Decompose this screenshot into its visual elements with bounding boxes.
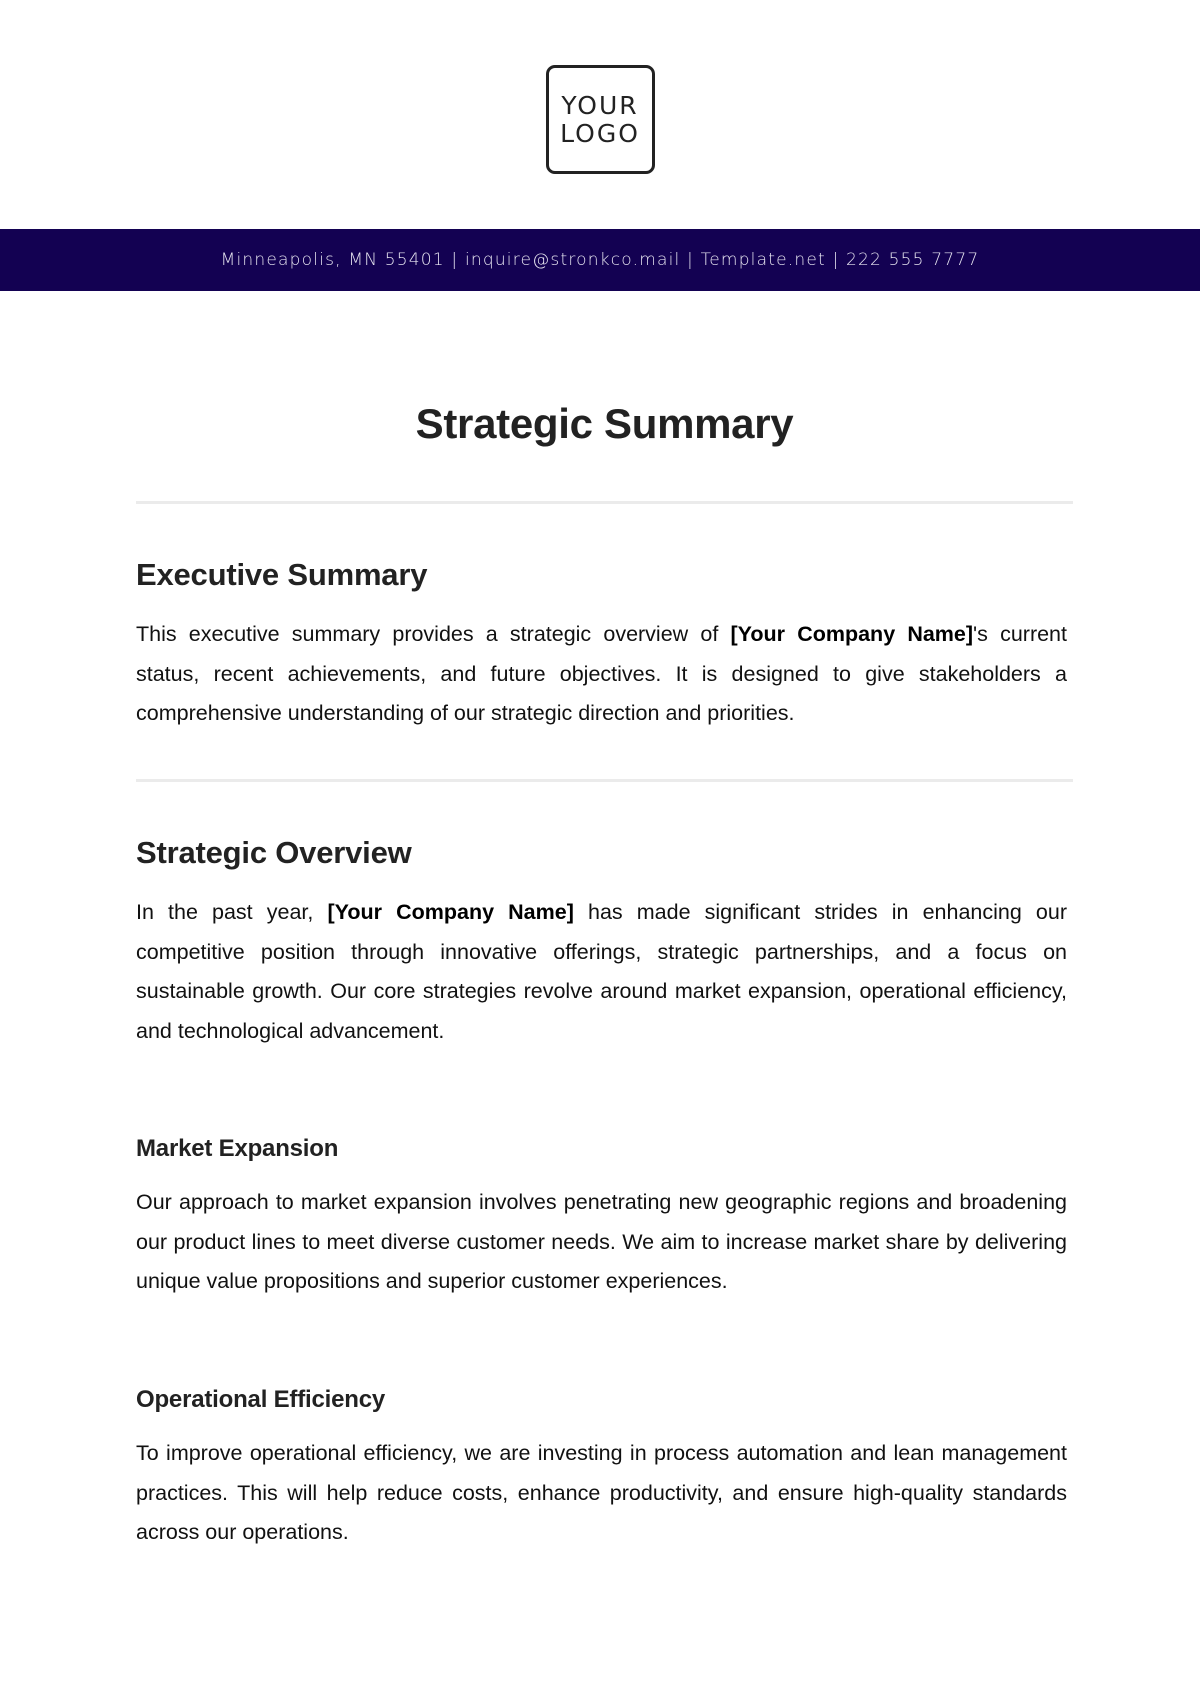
- divider: [136, 779, 1073, 782]
- logo-line-1: YOUR: [561, 90, 639, 120]
- executive-summary-paragraph: [136, 615, 1067, 734]
- company-name-placeholder: [Your Company Name]: [327, 900, 574, 924]
- text: In the past year,: [136, 900, 328, 924]
- contact-info: Minneapolis, MN 55401 | inquire@stronkco.mail | Template.net | 222 555 7777: [220, 250, 980, 270]
- logo-container: [0, 65, 1200, 174]
- market-expansion-paragraph: Our approach to market expansion involves penetrating new geographic regions and broadening our product lines to meet diverse customer needs. We aim to increase market share by delivering unique value propositions and superior customer experiences.: [136, 1190, 1067, 1293]
- divider: [136, 501, 1073, 504]
- strategic-overview-paragraph: [136, 893, 1067, 1051]
- text: has made significant strides in enhancing our competitive position through innovative offerings, strategic partnerships, and a focus on sustainable growth. Our core strategies revolve around market expansion, operational efficiency, and technological advancement.: [136, 900, 1067, 1043]
- section-heading-executive-summary: Executive Summary: [136, 557, 428, 592]
- subsection-heading-market-expansion: Market Expansion: [136, 1135, 339, 1162]
- text: 's current status, recent achievements, and future objectives. It is designed to give stakeholders a comprehensive understanding of our strategic direction and priorities.: [136, 622, 1067, 725]
- company-name-placeholder: [Your Company Name]: [730, 622, 974, 646]
- logo-line-2: LOGO: [560, 118, 640, 148]
- section-heading-strategic-overview: Strategic Overview: [136, 835, 412, 870]
- contact-bar: [0, 229, 1200, 291]
- page-title: Strategic Summary: [415, 400, 794, 447]
- operational-efficiency-paragraph: To improve operational efficiency, we are investing in process automation and lean management practices. This will help reduce costs, enhance productivity, and ensure high-quality standards across our operations.: [136, 1441, 1067, 1544]
- company-logo: [546, 65, 655, 174]
- text: This executive summary provides a strategic overview of: [136, 622, 731, 646]
- subsection-heading-operational-efficiency: Operational Efficiency: [136, 1386, 386, 1413]
